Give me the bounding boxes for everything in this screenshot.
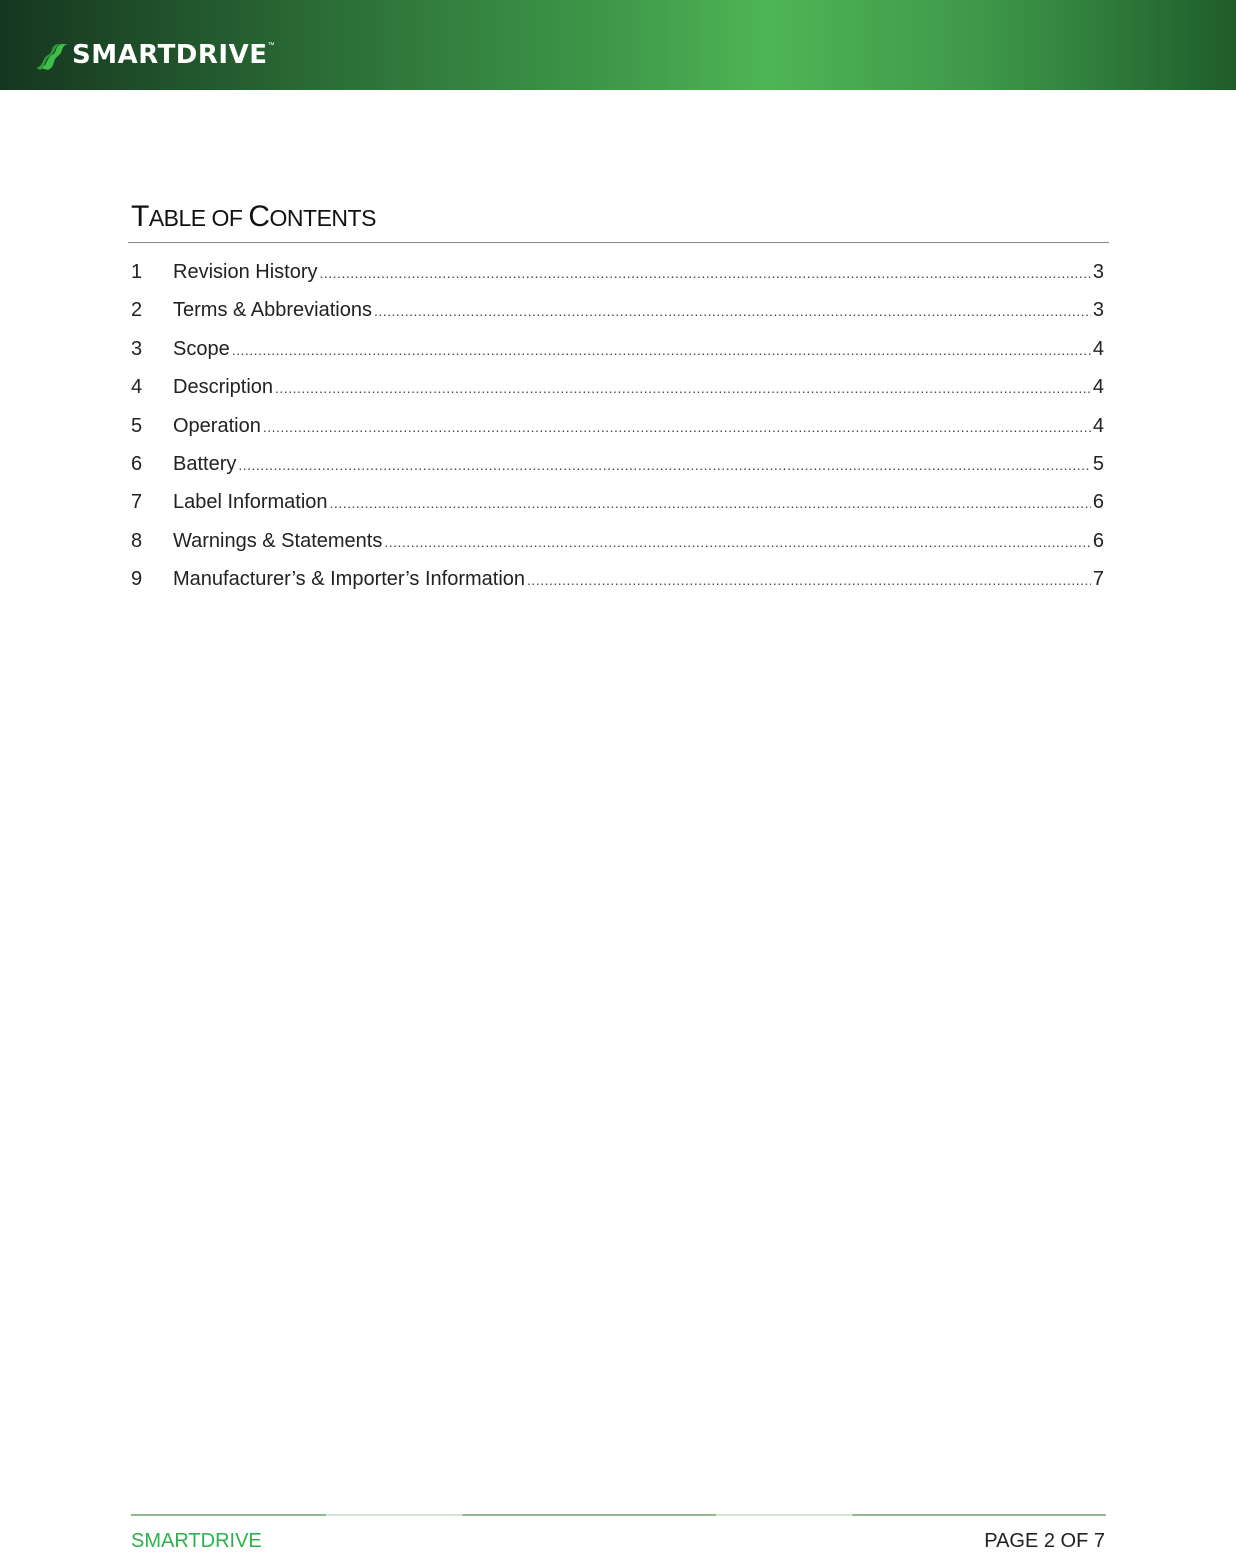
road-icon — [36, 38, 70, 72]
toc-page[interactable]: 5 — [1092, 452, 1104, 475]
footer-brand: SMARTDRIVE — [131, 1530, 262, 1552]
toc-label[interactable]: Manufacturer’s & Importer’s Information — [173, 568, 526, 591]
title-rest: ONTENTS — [269, 205, 376, 231]
toc-label[interactable]: Description — [173, 376, 274, 399]
toc-entry[interactable] — [131, 376, 1104, 414]
toc-number: 6 — [131, 452, 143, 475]
toc-entry[interactable] — [131, 415, 1104, 453]
toc-leader — [384, 530, 1091, 553]
toc-label[interactable]: Scope — [173, 337, 230, 360]
toc-number: 3 — [131, 337, 143, 360]
page-title — [131, 200, 376, 234]
toc-leader — [319, 261, 1090, 284]
title-cap: T — [131, 200, 149, 233]
toc-page[interactable]: 3 — [1092, 261, 1104, 283]
toc-label[interactable]: Operation — [173, 414, 261, 437]
title-cap: C — [248, 200, 270, 233]
toc-leader — [238, 453, 1091, 476]
toc-number: 2 — [131, 299, 143, 322]
logo-text: SMARTDRIVE — [72, 40, 268, 70]
toc-entry[interactable] — [131, 530, 1104, 568]
toc-page[interactable]: 4 — [1092, 376, 1104, 399]
toc-leader — [232, 338, 1091, 361]
toc-page[interactable]: 6 — [1092, 491, 1104, 514]
toc-label[interactable]: Revision History — [173, 261, 318, 283]
toc-entry[interactable] — [131, 491, 1104, 529]
toc-entry[interactable] — [131, 261, 1104, 299]
toc-label[interactable]: Warnings & Statements — [173, 529, 383, 552]
footer-page-number: PAGE 2 OF 7 — [984, 1530, 1105, 1552]
toc-entry[interactable] — [131, 338, 1104, 376]
toc-leader — [374, 299, 1091, 322]
footer-divider — [131, 1514, 1106, 1516]
toc-number: 7 — [131, 491, 143, 514]
toc-label[interactable]: Terms & Abbreviations — [173, 299, 372, 322]
header-banner — [0, 0, 1236, 90]
toc-entry[interactable] — [131, 568, 1104, 606]
toc-page[interactable]: 4 — [1092, 337, 1104, 360]
title-rest: ABLE OF — [148, 205, 249, 231]
toc-leader — [275, 376, 1091, 399]
toc-number: 9 — [131, 568, 143, 591]
toc-number: 5 — [131, 414, 143, 437]
toc-leader — [263, 415, 1091, 438]
toc-label[interactable]: Battery — [173, 452, 237, 475]
trademark: ™ — [267, 42, 275, 49]
toc-leader — [330, 491, 1091, 514]
toc-entry[interactable] — [131, 299, 1104, 337]
toc-number: 8 — [131, 529, 143, 552]
title-divider — [128, 242, 1109, 243]
toc-page[interactable]: 7 — [1092, 568, 1104, 591]
table-of-contents — [131, 261, 1104, 607]
toc-number: 4 — [131, 376, 143, 399]
toc-entry[interactable] — [131, 453, 1104, 491]
toc-leader — [527, 568, 1091, 591]
smartdrive-logo — [36, 38, 274, 72]
toc-page[interactable]: 3 — [1092, 299, 1104, 322]
toc-page[interactable]: 6 — [1092, 529, 1104, 552]
toc-page[interactable]: 4 — [1092, 414, 1104, 437]
toc-label[interactable]: Label Information — [173, 491, 328, 514]
toc-number: 1 — [131, 261, 143, 283]
